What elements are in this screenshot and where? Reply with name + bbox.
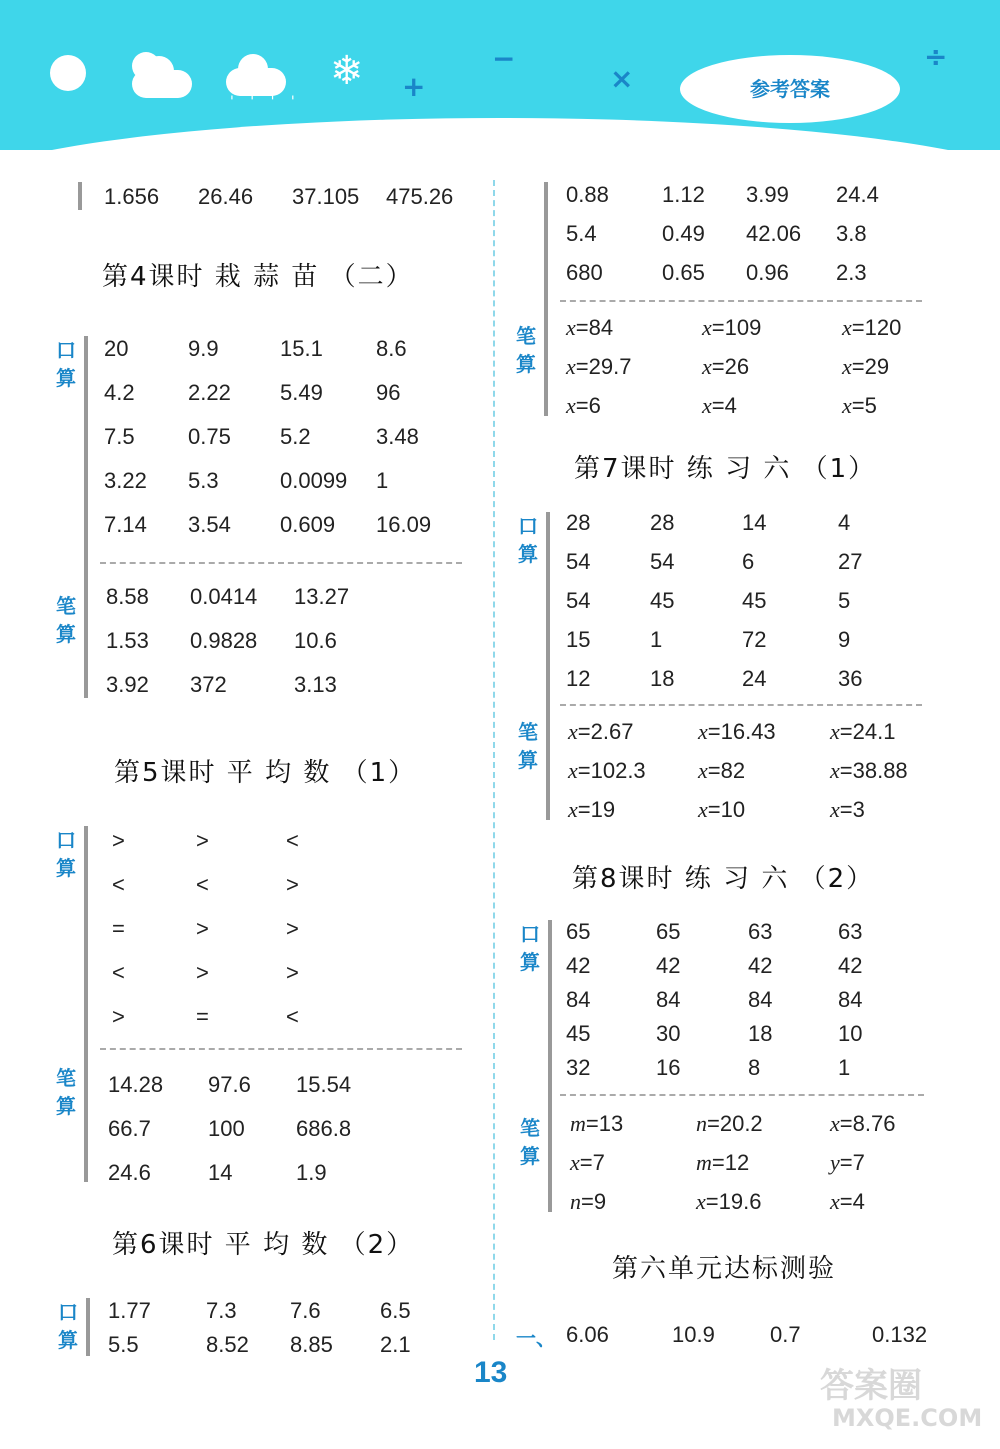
section-bar [84, 336, 88, 698]
answer-cell: 5.2 [280, 424, 311, 449]
answer-cell: 1.9 [296, 1160, 327, 1185]
answer-cell: x=29 [842, 354, 890, 379]
answer-cell: 16 [656, 1055, 681, 1080]
bisuan-label: 笔 算 [56, 1066, 76, 1118]
answer-cell: 15 [566, 627, 591, 652]
section-separator [100, 562, 462, 564]
answer-cell: 3.48 [376, 424, 419, 449]
bisuan-label: 笔 算 [520, 1116, 540, 1168]
answer-cell: 7.3 [206, 1298, 237, 1323]
answer-cell: 96 [376, 380, 401, 405]
answer-cell: 7.5 [104, 424, 135, 449]
answer-cell: 1.77 [108, 1298, 151, 1323]
answer-cell: 84 [566, 987, 591, 1012]
sun-icon [50, 55, 86, 91]
answer-cell: 14 [208, 1160, 233, 1185]
answer-cell: 3.99 [746, 182, 789, 207]
lesson-8-title: 第8课时 练 习 六 （2） [572, 864, 875, 894]
answer-cell: 10.6 [294, 628, 337, 653]
rain-drops-icon: ' ' ' ' [230, 94, 301, 110]
answer-cell: 0.9828 [190, 628, 258, 653]
watermark-url: MXQE.COM [832, 1404, 983, 1432]
answer-cell: 12 [566, 666, 591, 691]
answer-cell: 5.49 [280, 380, 323, 405]
answer-cell: x=26 [702, 354, 750, 379]
answer-cell: n=9 [570, 1189, 607, 1214]
answer-cell: 20 [104, 336, 129, 361]
answer-cell: x=82 [698, 758, 746, 783]
answer-cell: x=2.67 [568, 719, 634, 744]
answer-cell: 10 [838, 1021, 863, 1046]
answer-cell: > [112, 1004, 125, 1029]
answer-cell: 54 [650, 549, 675, 574]
answer-cell: 84 [748, 987, 773, 1012]
answer-cell: 4.2 [104, 380, 135, 405]
answer-cell: 54 [566, 549, 591, 574]
answer-cell: 5.5 [108, 1332, 139, 1357]
answer-cell: x=3 [830, 797, 865, 822]
answer-cell: 42.06 [746, 221, 802, 246]
answer-cell: 0.609 [280, 512, 336, 537]
answer-cell: 72 [742, 627, 767, 652]
answer-cell: 475.26 [386, 184, 454, 209]
answer-cell: 42 [566, 953, 591, 978]
answer-cell: 8.58 [106, 584, 149, 609]
answer-cell: 45 [566, 1021, 591, 1046]
page-number: 13 [474, 1356, 508, 1389]
answer-cell: 3.13 [294, 672, 337, 697]
answer-cell: 4 [838, 510, 851, 535]
answer-cell: 16.09 [376, 512, 432, 537]
answer-cell: x=24.1 [830, 719, 896, 744]
answer-cell: y=7 [830, 1150, 865, 1175]
section-bar [78, 182, 82, 210]
answer-cell: x=4 [830, 1189, 865, 1214]
answer-cell: 0.49 [662, 221, 705, 246]
answer-cell: 6.06 [566, 1322, 609, 1347]
answer-cell: < [196, 872, 209, 897]
answer-cell: x=8.76 [830, 1111, 896, 1136]
answer-cell: 65 [656, 919, 681, 944]
answer-cell: 8.6 [376, 336, 407, 361]
section-separator [560, 704, 922, 706]
answer-cell: 28 [650, 510, 675, 535]
lesson-5-title: 第5课时 平 均 数 （1） [114, 758, 417, 788]
answer-cell: 7.6 [290, 1298, 321, 1323]
section-bar [546, 512, 550, 820]
answer-cell: 2.3 [836, 260, 867, 285]
answer-cell: 1 [376, 468, 389, 493]
watermark-logo: 答案圈 [820, 1366, 922, 1406]
answer-cell: 1.12 [662, 182, 705, 207]
answer-cell: 3.8 [836, 221, 867, 246]
answer-cell: 8.52 [206, 1332, 249, 1357]
answer-cell: 24.6 [108, 1160, 151, 1185]
answer-cell: x=16.43 [698, 719, 776, 744]
lesson-4-title: 第4课时 栽 蒜 苗 （二） [102, 262, 414, 292]
answer-cell: < [112, 960, 125, 985]
answer-cell: 680 [566, 260, 603, 285]
answer-cell: > [286, 916, 299, 941]
answer-cell: 10.9 [672, 1322, 715, 1347]
answer-cell: 36 [838, 666, 863, 691]
answer-cell: > [196, 916, 209, 941]
answer-cell: 0.88 [566, 182, 609, 207]
answer-cell: x=7 [570, 1150, 605, 1175]
answer-cell: 26.46 [198, 184, 254, 209]
answer-cell: 9.9 [188, 336, 219, 361]
answer-cell: 1.53 [106, 628, 149, 653]
answer-cell: 3.54 [188, 512, 231, 537]
bisuan-label: 笔 算 [516, 324, 536, 376]
answer-cell: 100 [208, 1116, 245, 1141]
answer-cell: 42 [656, 953, 681, 978]
answer-cell: > [196, 828, 209, 853]
answer-cell: 42 [838, 953, 863, 978]
answer-cell: 5.3 [188, 468, 219, 493]
answer-cell: 27 [838, 549, 863, 574]
answer-cell: = [196, 1004, 209, 1029]
answer-cell: < [286, 1004, 299, 1029]
answer-cell: 0.132 [872, 1322, 928, 1347]
answer-cell: 84 [656, 987, 681, 1012]
cloud-icon [132, 70, 192, 98]
section-separator [560, 300, 922, 302]
answer-cell: 3.22 [104, 468, 147, 493]
answer-cell: 1 [650, 627, 663, 652]
answer-cell: 18 [748, 1021, 773, 1046]
answer-cell: = [112, 916, 125, 941]
unit-test-title: 第六单元达标测验 [612, 1254, 837, 1284]
answer-cell: 0.75 [188, 424, 231, 449]
answer-cell: x=19 [568, 797, 616, 822]
rain-cloud-icon [226, 68, 286, 96]
answer-cell: x=10 [698, 797, 746, 822]
answer-cell: 0.65 [662, 260, 705, 285]
divide-icon: ÷ [924, 40, 948, 73]
kousuan-label: 口 算 [58, 1300, 78, 1352]
answer-cell: m=12 [696, 1150, 750, 1175]
question-number: 一、 [516, 1326, 556, 1350]
answer-cell: 8.85 [290, 1332, 333, 1357]
answer-cell: 24.4 [836, 182, 879, 207]
answer-cell: < [286, 828, 299, 853]
answer-cell: 0.0099 [280, 468, 348, 493]
bisuan-label: 笔 算 [518, 720, 538, 772]
answer-cell: 66.7 [108, 1116, 151, 1141]
section-bar [84, 826, 88, 1182]
answer-cell: 84 [838, 987, 863, 1012]
section-separator [560, 1094, 924, 1096]
answer-cell: x=102.3 [568, 758, 646, 783]
answer-cell: x=19.6 [696, 1189, 762, 1214]
minus-icon: − [492, 42, 516, 75]
answer-cell: 2.1 [380, 1332, 411, 1357]
answer-badge: 参考答案 [750, 77, 830, 101]
answer-cell: x=109 [702, 315, 762, 340]
answer-cell: 15.54 [296, 1072, 352, 1097]
lesson-7-title: 第7课时 练 习 六 （1） [574, 454, 877, 484]
answer-cell: x=4 [702, 393, 737, 418]
kousuan-label: 口 算 [518, 514, 538, 566]
answer-cell: 63 [838, 919, 863, 944]
section-bar [544, 182, 548, 416]
section-separator [100, 1048, 462, 1050]
answer-cell: x=38.88 [830, 758, 908, 783]
answer-cell: x=29.7 [566, 354, 632, 379]
answer-cell: 28 [566, 510, 591, 535]
answer-cell: 24 [742, 666, 767, 691]
plus-icon: + [402, 70, 426, 103]
answer-cell: 3.92 [106, 672, 149, 697]
answer-cell: 0.0414 [190, 584, 258, 609]
answer-cell: 54 [566, 588, 591, 613]
snowflake-icon: ❄ [330, 48, 364, 94]
answer-cell: 6 [742, 549, 755, 574]
kousuan-label: 口 算 [56, 828, 76, 880]
answer-cell: 1.656 [104, 184, 160, 209]
section-bar [86, 1298, 90, 1356]
answer-cell: 9 [838, 627, 851, 652]
answer-cell: 5 [838, 588, 851, 613]
answer-cell: 372 [190, 672, 227, 697]
answer-cell: > [286, 960, 299, 985]
answer-cell: 18 [650, 666, 675, 691]
section-bar [548, 920, 552, 1212]
answer-cell: 45 [650, 588, 675, 613]
answer-cell: x=6 [566, 393, 601, 418]
times-icon: × [610, 62, 634, 95]
answer-cell: n=20.2 [696, 1111, 763, 1136]
answer-cell: 65 [566, 919, 591, 944]
answer-cell: 13.27 [294, 584, 350, 609]
answer-cell: 30 [656, 1021, 681, 1046]
answer-cell: 14 [742, 510, 767, 535]
answer-cell: 7.14 [104, 512, 147, 537]
answer-cell: 0.7 [770, 1322, 801, 1347]
answer-cell: > [286, 872, 299, 897]
answer-cell: 42 [748, 953, 773, 978]
answer-cell: 37.105 [292, 184, 360, 209]
answer-cell: 63 [748, 919, 773, 944]
answer-cell: 32 [566, 1055, 591, 1080]
answer-cell: 8 [748, 1055, 761, 1080]
kousuan-label: 口 算 [56, 338, 76, 390]
answer-cell: 6.5 [380, 1298, 411, 1323]
bisuan-label: 笔 算 [56, 594, 76, 646]
answer-cell: 14.28 [108, 1072, 164, 1097]
answer-cell: 5.4 [566, 221, 597, 246]
answer-cell: > [196, 960, 209, 985]
lesson-6-title: 第6课时 平 均 数 （2） [112, 1230, 415, 1260]
answer-cell: x=84 [566, 315, 614, 340]
column-divider [493, 180, 495, 1340]
answer-cell: x=120 [842, 315, 902, 340]
answer-cell: 686.8 [296, 1116, 352, 1141]
answer-cell: 15.1 [280, 336, 323, 361]
answer-cell: 45 [742, 588, 767, 613]
answer-cell: 97.6 [208, 1072, 251, 1097]
answer-cell: x=5 [842, 393, 877, 418]
kousuan-label: 口 算 [520, 922, 540, 974]
answer-cell: < [112, 872, 125, 897]
answer-cell: 0.96 [746, 260, 789, 285]
answer-cell: 1 [838, 1055, 851, 1080]
answer-cell: 2.22 [188, 380, 231, 405]
answer-cell: > [112, 828, 125, 853]
answer-cell: m=13 [570, 1111, 624, 1136]
